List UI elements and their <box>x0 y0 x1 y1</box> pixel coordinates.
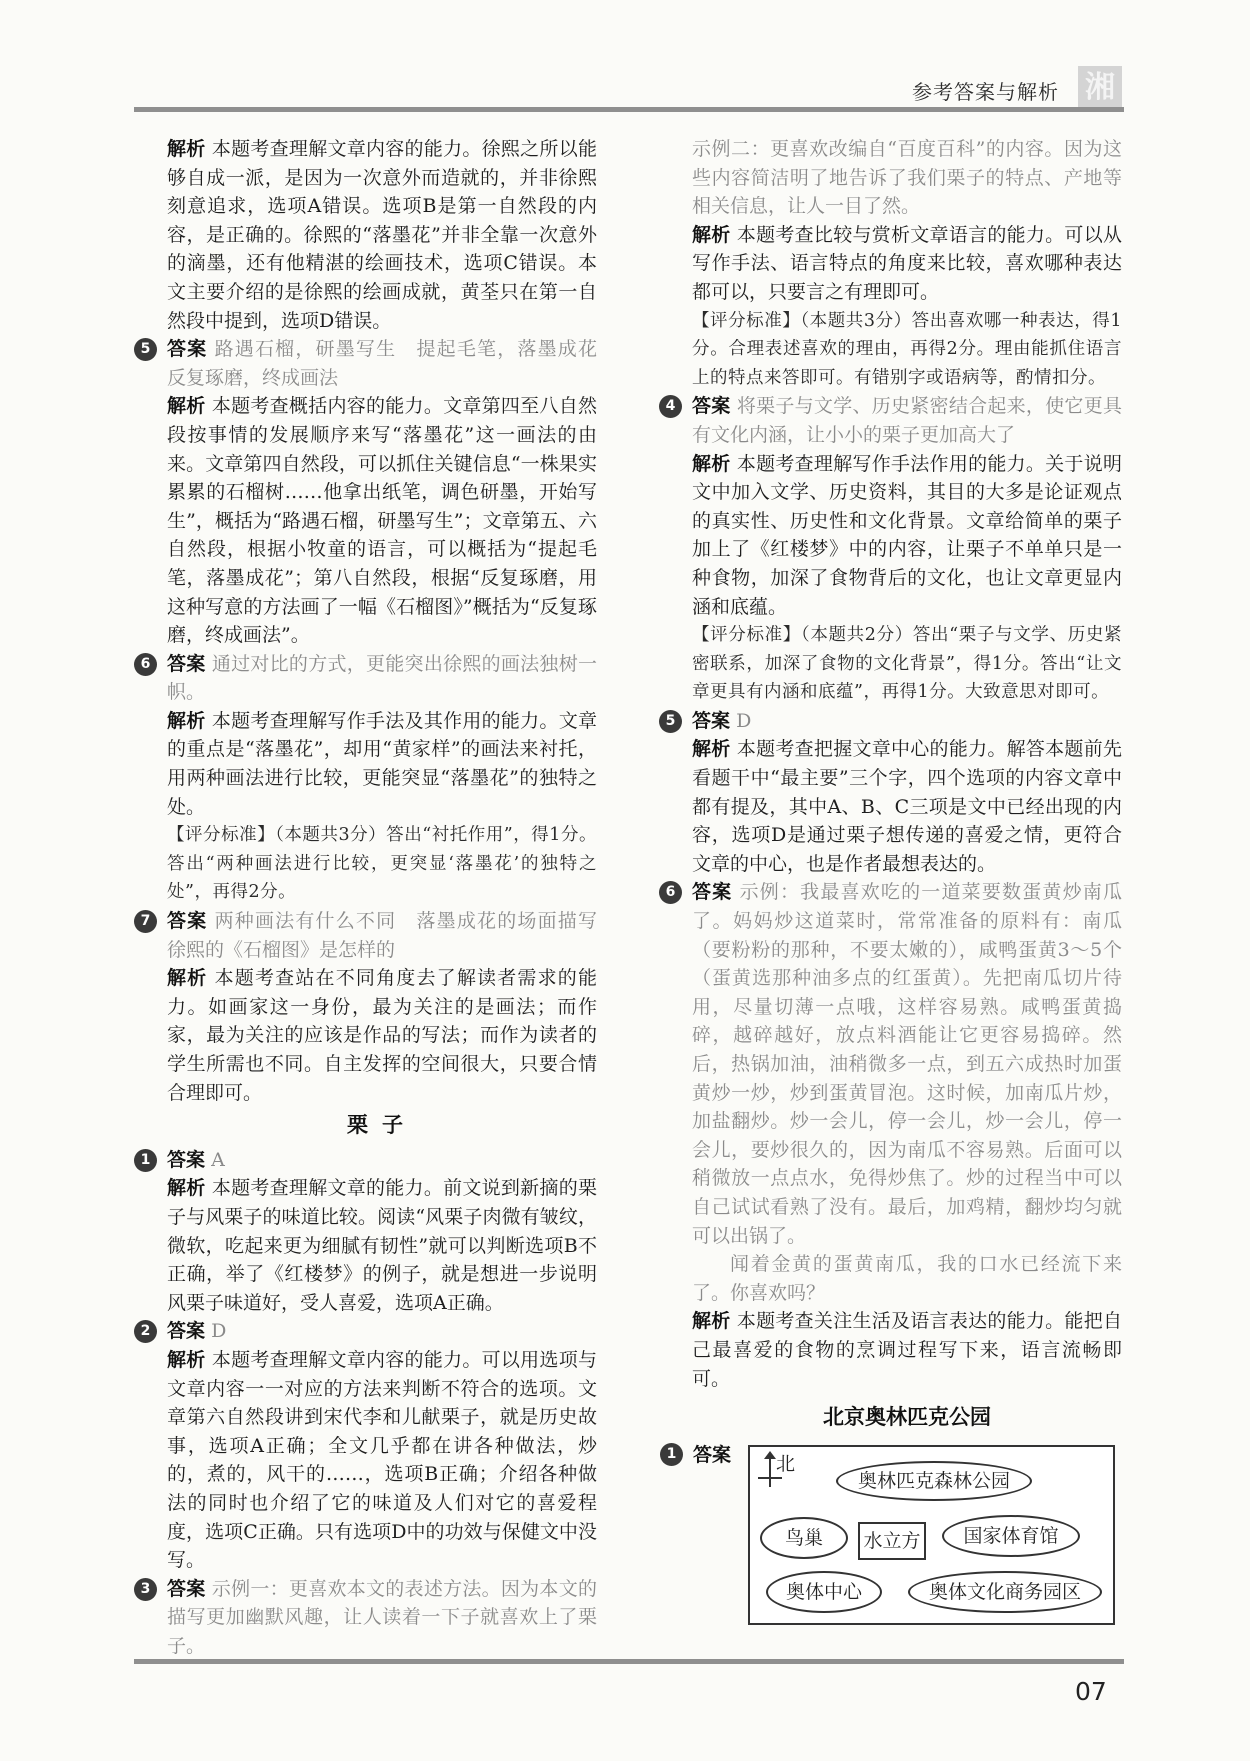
question-number-badge: 6 <box>134 653 157 676</box>
question-number-badge: 2 <box>134 1320 157 1343</box>
analysis-label: 解析 <box>692 223 731 246</box>
answer-label: 答案 <box>692 709 731 732</box>
analysis-label: 解析 <box>167 1348 206 1371</box>
answer-label: 答案 <box>167 652 206 675</box>
answer-text: A <box>211 1148 225 1171</box>
north-label: 北 <box>776 1453 796 1475</box>
page-number: 07 <box>1075 1677 1107 1706</box>
analysis-text: 本题考查把握文章中心的能力。解答本题前先看题干中“最主要”三个字，四个选项的内容文章中都有提及，其中A、B、C三项是文中已经出现的内容，选项D是通过栗子想传递的喜爱之情，更符合文章的中心，也是作者最想表达的。 <box>692 738 1122 875</box>
answer-text: 将栗子与文学、历史紧密结合起来，使它更具有文化内涵，让小小的栗子更加高大了 <box>692 395 1122 446</box>
map-node-business-park: 奥体文化商务园区 <box>908 1571 1102 1613</box>
answer-text: D <box>211 1320 227 1343</box>
question-number-badge: 1 <box>134 1149 157 1172</box>
analysis-label: 解析 <box>167 709 206 732</box>
question-number-badge: 1 <box>660 1443 683 1466</box>
answer-label: 答案 <box>167 910 208 933</box>
answer-label: 答案 <box>692 881 733 904</box>
north-arrow-crossbar <box>758 1477 782 1479</box>
analysis-text: 本题考查概括内容的能力。文章第四至八自然段按事情的发展顺序来写“落墨花”这一画法的由来。文章第四自然段，可以抓住关键信息“一株果实累累的石榴树……他拿出纸笔，调色研墨，开始写生”，概括为“路遇石榴，研墨写生”；文章第五、六自然段，根据小牧童的语言，可以概括为“提起毛笔，落墨成花”；第八自然段，根据“反复琢磨，用这种写意的方法画了一幅《石榴图》”概括为“反复琢磨，终成画法”。 <box>167 395 597 647</box>
analysis-text: 本题考查比较与赏析文章语言的能力。可以从写作手法、语言特点的角度来比较，喜欢哪种表达都可以，只要言之有理即可。 <box>692 223 1122 303</box>
answer-text: D <box>736 709 752 732</box>
north-arrow-icon <box>769 1455 771 1487</box>
header-rule <box>134 107 1124 112</box>
analysis-label: 解析 <box>692 452 731 475</box>
question-5 <box>140 335 616 650</box>
scoring-block <box>692 307 1122 393</box>
chestnut-question-1 <box>140 1146 597 1318</box>
analysis-block <box>167 135 597 335</box>
map-node-birds-nest: 鸟巢 <box>760 1517 848 1559</box>
answer-label: 答案 <box>693 1444 732 1466</box>
analysis-label: 解析 <box>167 967 208 990</box>
chestnut-question-3 <box>140 1575 597 1661</box>
analysis-label: 解析 <box>692 738 731 761</box>
answer-label: 答案 <box>167 1320 206 1343</box>
question-number-badge: 5 <box>134 338 157 361</box>
answer-text: 示例一：更喜欢本文的表述方法。因为本文的描写更加幽默风趣，让人读着一下子就喜欢上了栗子。 <box>167 1577 597 1657</box>
section-title-chestnut: 栗子 <box>347 1113 417 1138</box>
header-title: 参考答案与解析 <box>912 80 1059 104</box>
analysis-label: 解析 <box>167 1177 206 1200</box>
analysis-block <box>692 221 1122 307</box>
olympic-park-map <box>748 1445 1115 1625</box>
section-title-olympic-park: 北京奥林匹克公园 <box>823 1405 991 1430</box>
map-node-water-cube: 水立方 <box>858 1522 926 1560</box>
answer-label: 答案 <box>692 395 731 418</box>
scoring-text: （本题共3分）答出喜欢哪一种表达，得1分。合理表述喜欢的理由，再得2分。理由能抓住语言上的特点来答即可。有错别字或语病等，酌情扣分。 <box>692 310 1122 388</box>
question-number-badge: 3 <box>134 1578 157 1601</box>
answer-example-2: 示例二：更喜欢改编自“百度百科”的内容。因为这些内容简洁明了地告诉了我们栗子的特点、产地等相关信息，让人一目了然。 <box>692 138 1122 218</box>
scoring-text: （本题共3分）答出“衬托作用”，得1分。答出“两种画法进行比较，更突显‘落墨花’的独特之处”，再得2分。 <box>167 825 597 903</box>
footer-rule <box>134 1659 1124 1664</box>
analysis-text: 本题考查站在不同角度去了解读者需求的能力。如画家这一身份，最为关注的是画法；而作家，最为关注的应该是作品的写法；而作为读者的学生所需也不同。自主发挥的空间很大，只要合情合理即可。 <box>167 967 597 1104</box>
map-node-forest-park: 奥林匹克森林公园 <box>836 1461 1032 1501</box>
scoring-label: 【评分标准】 <box>692 310 801 331</box>
answer-text-continued: 闻着金黄的蛋黄南瓜，我的口水已经流下来了。你喜欢吗？ <box>692 1253 1122 1304</box>
question-number-badge: 4 <box>659 395 682 418</box>
answer-label: 答案 <box>167 1577 206 1600</box>
chestnut-question-5 <box>665 707 1122 879</box>
scoring-label: 【评分标准】 <box>692 625 801 646</box>
answer-label: 答案 <box>167 338 208 361</box>
analysis-text: 本题考查关注生活及语言表达的能力。能把自己最喜爱的食物的烹调过程写下来，语言流畅即可。 <box>692 1310 1122 1390</box>
question-number-badge: 6 <box>659 881 682 904</box>
chestnut-question-6 <box>665 878 1122 1393</box>
right-column <box>665 135 1122 1438</box>
analysis-label: 解析 <box>167 395 206 418</box>
analysis-text: 本题考查理解文章内容的能力。徐熙之所以能够自成一派，是因为一次意外而造就的，并非徐熙刻意追求，选项A错误。选项B是第一自然段的内容，是正确的。徐熙的“落墨花”并非全靠一次意外的滴墨，还有他精湛的绘画技术，选项C错误。本文主要介绍的是徐熙的绘画成就，黄荃只在第一自然段中提到，选项D错误。 <box>167 138 597 332</box>
scoring-label: 【评分标准】 <box>167 825 276 846</box>
analysis-label: 解析 <box>692 1310 731 1333</box>
answer-text: 路遇石榴，研墨写生 提起毛笔，落墨成花 反复琢磨，终成画法 <box>167 338 616 389</box>
chestnut-question-2 <box>140 1317 597 1574</box>
olympic-question-1 <box>666 1440 732 1467</box>
answer-text: 两种画法有什么不同 落墨成花的场面描写 徐熙的《石榴图》是怎样的 <box>167 910 616 961</box>
analysis-text: 本题考查理解文章的能力。前文说到新摘的栗子与风栗子的味道比较。阅读“风栗子肉微有皱纹，微软，吃起来更为细腻有韧性”就可以判断选项B不正确，举了《红楼梦》的例子，就是想进一步说明风栗子味道好，受人喜爱，选项A正确。 <box>167 1177 597 1314</box>
answer-text: 通过对比的方式，更能突出徐熙的画法独树一帜。 <box>167 652 597 704</box>
analysis-text: 本题考查理解文章内容的能力。可以用选项与文章内容一一对应的方法来判断不符合的选项。文章第六自然段讲到宋代李和儿献栗子，就是历史故事，选项A正确；全文几乎都在讲各种做法，炒的，煮的，风干的……，选项B正确；介绍各种做法的同时也介绍了它的味道及人们对它的喜爱程度，选项C正确。只有选项D中的功效与保健文中没写。 <box>167 1348 597 1572</box>
chestnut-question-4 <box>665 392 1122 707</box>
question-number-badge: 7 <box>134 910 157 933</box>
question-6 <box>140 650 597 907</box>
analysis-label: 解析 <box>167 138 206 160</box>
analysis-text: 本题考查理解写作手法及其作用的能力。文章的重点是“落墨花”，却用“黄家样”的画法来衬托，用两种画法进行比较，更能突显“落墨花”的独特之处。 <box>167 709 597 818</box>
header-side-char: 湘 <box>1078 66 1122 110</box>
map-node-sports-center: 奥体中心 <box>766 1571 882 1613</box>
answer-label: 答案 <box>167 1148 206 1171</box>
analysis-text: 本题考查理解写作手法作用的能力。关于说明文中加入文学、历史资料，其目的大多是论证观点的真实性、历史性和文化背景。文章给简单的栗子加上了《红楼梦》中的内容，让栗子不单单只是一种食物，加深了食物背后的文化，也让文章更显内涵和底蕴。 <box>692 452 1122 618</box>
answer-text: 示例：我最喜欢吃的一道菜要数蛋黄炒南瓜了。妈妈炒这道菜时，常常准备的原料有：南瓜（要粉粉的那种，不要太嫩的），咸鸭蛋黄3～5个（蛋黄选那种油多点的红蛋黄）。先把南瓜切片待用，尽量切薄一点哦，这样容易熟。咸鸭蛋黄捣碎，越碎越好，放点料酒能让它更容易捣碎。然后，热锅加油，油稍微多一点，到五六成热时加蛋黄炒一炒，炒到蛋黄冒泡。这时候，加南瓜片炒，加盐翻炒。炒一会儿，停一会儿，炒一会儿，停一会儿，要炒很久的，因为南瓜不容易熟。后面可以稍微放一点点水，免得炒焦了。炒的过程当中可以自己试试看熟了没有。最后，加鸡精，翻炒均匀就可以出锅了。 <box>692 881 1122 1247</box>
question-7 <box>140 907 616 1107</box>
map-node-national-stadium: 国家体育馆 <box>942 1515 1080 1557</box>
scoring-text: （本题共2分）答出“栗子与文学、历史紧密联系，加深了食物的文化背景”，得1分。答出“让文章更具有内涵和底蕴”，再得1分。大致意思对即可。 <box>692 625 1122 703</box>
question-number-badge: 5 <box>659 710 682 733</box>
left-column <box>140 135 616 1660</box>
